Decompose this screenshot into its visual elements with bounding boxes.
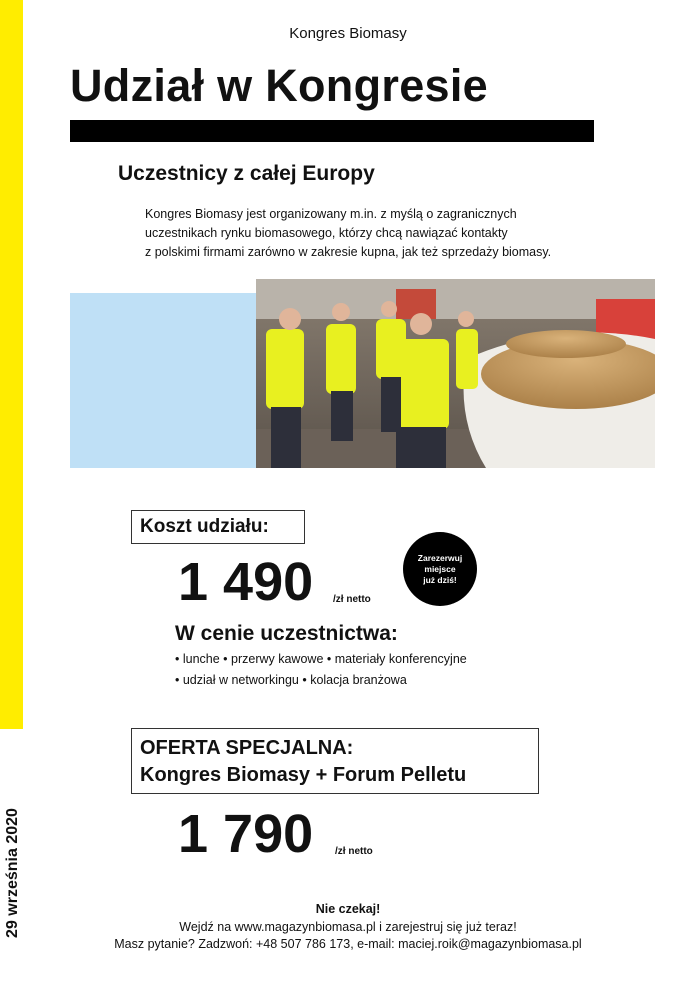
reserve-badge[interactable] [403,532,477,606]
intro-line: Kongres Biomasy jest organizowany m.in. z myślą o zagranicznych [145,207,517,221]
included-list-item: • lunche • przerwy kawowe • materiały konferencyjne [175,652,467,666]
yellow-side-bar [0,0,23,729]
offer-name: Kongres Biomasy + Forum Pelletu [140,764,467,786]
event-name: Kongres Biomasy [289,25,407,42]
price-value: 1 490 [178,552,314,612]
included-heading: W cenie uczestnictwa: [175,622,398,645]
page-title: Udział w Kongresie [70,60,488,111]
intro-line: z polskimi firmami zarówno w zakresie kupna, jak też sprzedaży biomasy. [145,245,552,259]
offer-price-unit: /zł netto [335,846,373,857]
offer-price-value: 1 790 [178,804,314,864]
special-offer-box [131,728,539,794]
footer-cta: Nie czekaj! [315,902,381,916]
price-unit: /zł netto [333,594,371,605]
included-list-item: • udział w networkingu • kolacja branżowa [175,673,407,687]
event-date: 29 września 2020 [4,808,21,938]
event-photo [256,279,655,468]
badge-line: Zarezerwuj [417,552,463,563]
decorative-blue-block [70,293,256,468]
offer-label: OFERTA SPECJALNA: [140,737,354,759]
section-subtitle: Uczestnicy z całej Europy [118,162,375,185]
badge-line: miejsce [424,563,456,574]
footer-contact-line[interactable]: Masz pytanie? Zadzwoń: +48 507 786 173, e-mail: maciej.roik@magazynbiomasa.pl [114,937,582,951]
title-underline-bar [70,120,594,142]
cost-label-box: Koszt udziału: [131,510,305,544]
intro-paragraph [145,205,615,262]
badge-line: już dziś! [423,574,457,585]
footer-register-line[interactable]: Wejdź na www.magazynbiomasa.pl i zarejestruj się już teraz! [179,920,517,934]
intro-line: uczestnikach rynku biomasowego, którzy chcą nawiązać kontakty [145,226,508,240]
